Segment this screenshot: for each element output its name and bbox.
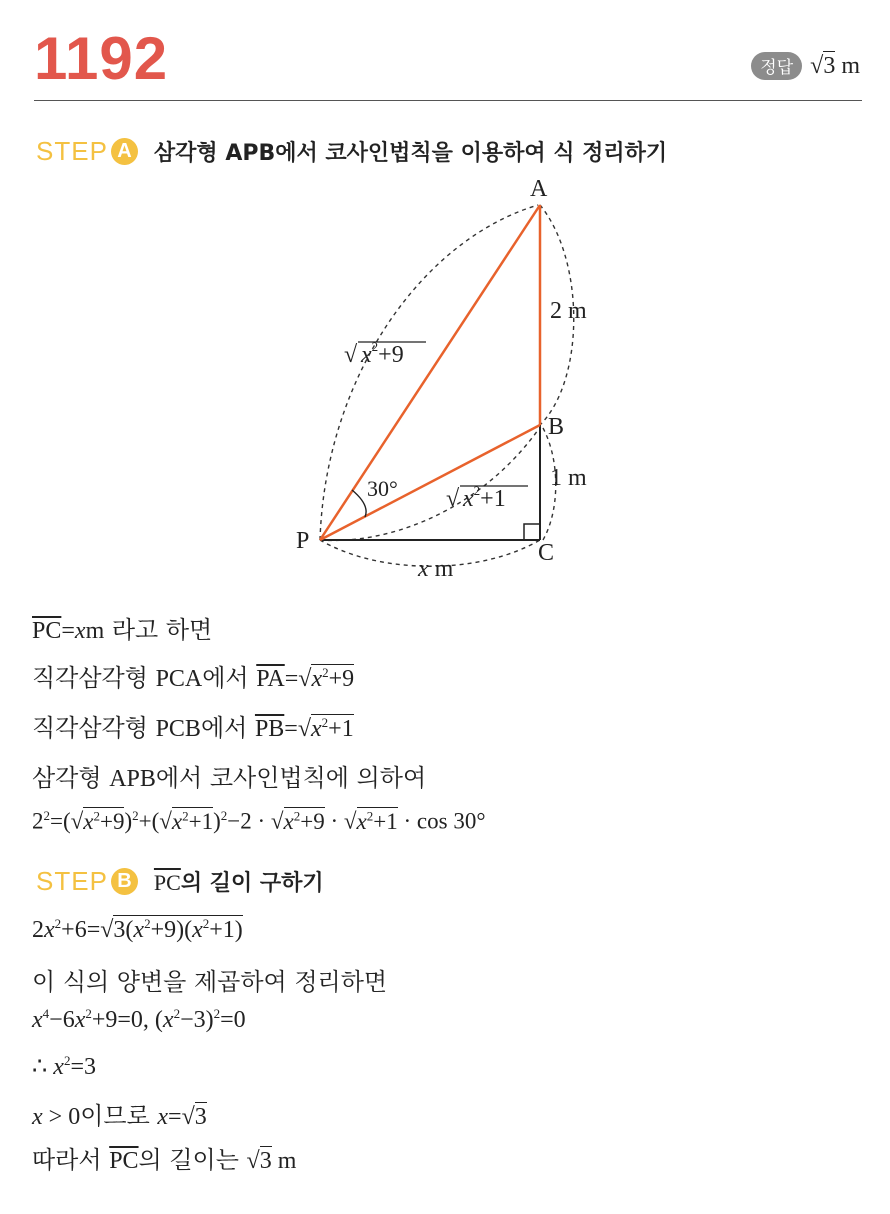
right-angle-mark xyxy=(524,524,540,540)
label-bc-length: 1 m xyxy=(550,465,587,491)
label-pa-length xyxy=(344,339,426,368)
answer-value: √3 m xyxy=(810,52,860,79)
step-b-line-3: $x^4-6x^2+9=0$, $(x^2-3)^2=0$ xyxy=(32,1006,246,1033)
step-b-word: STEP xyxy=(36,866,108,896)
step-b-line-4: ∴ $x^2=3$ xyxy=(32,1053,96,1080)
svg-text:x2+9: $x^2+9$ xyxy=(361,339,404,368)
step-a-line-1: $\overline{PC}=xm$ 라고 하면 xyxy=(32,616,213,644)
label-angle: 30° xyxy=(367,476,398,501)
svg-text:√: √ xyxy=(344,342,358,368)
problem-number: 1192 xyxy=(34,25,169,92)
side-pa xyxy=(320,205,540,540)
step-a-line-2: 직각삼각형 PCA에서 $\overline{PA}=√x^2+9$ xyxy=(32,664,355,692)
step-b-title: $\overline{PC}$의 길이 구하기 xyxy=(153,870,324,896)
answer-badge: 정답 xyxy=(751,52,802,80)
label-pb-length xyxy=(446,483,528,512)
step-b-line-5: x > 0이므로 x=√3 xyxy=(32,1102,207,1130)
label-ab-length: 2 m xyxy=(550,298,587,324)
svg-text:√: √ xyxy=(446,486,460,512)
label-c: C xyxy=(538,540,555,566)
step-a-line-3: 직각삼각형 PCB에서 $\overline{PB}=√x^2+1$ xyxy=(32,714,354,742)
step-a-title: 삼각형 APB에서 코사인법칙을 이용하여 식 정리하기 xyxy=(153,141,668,166)
label-a: A xyxy=(530,176,548,202)
triangle-figure xyxy=(0,0,890,600)
label-p: P xyxy=(296,528,310,554)
step-a-word: STEP xyxy=(36,136,108,166)
step-b-line-6: 따라서 $\overline{PC}$의 길이는 √3 m xyxy=(32,1146,297,1174)
label-pc-length: x m xyxy=(418,556,454,582)
step-b-line-1: $2x^2+6=√3(x^2+9)(x^2+1)$ xyxy=(32,916,243,943)
step-b-letter-icon: B xyxy=(111,868,138,895)
angle-arc xyxy=(352,490,366,517)
svg-text:x2+1: $x^2+1$ xyxy=(463,483,506,512)
label-b: B xyxy=(548,414,565,440)
step-a-equation: $2^2=(√x^2+9)^2+(√x^2+1)^2-2 \cdot √x^2+9 \cdot √x^2+1 \cdot \cos 30^\circ$ xyxy=(32,808,486,834)
step-b-heading xyxy=(36,866,324,897)
side-pb xyxy=(320,425,540,540)
step-a-letter-icon: A xyxy=(111,138,138,165)
step-a-line-4: 삼각형 APB에서 코사인법칙에 의하여 xyxy=(32,764,427,792)
step-b-line-2: 이 식의 양변을 제곱하여 정리하면 xyxy=(32,968,388,996)
